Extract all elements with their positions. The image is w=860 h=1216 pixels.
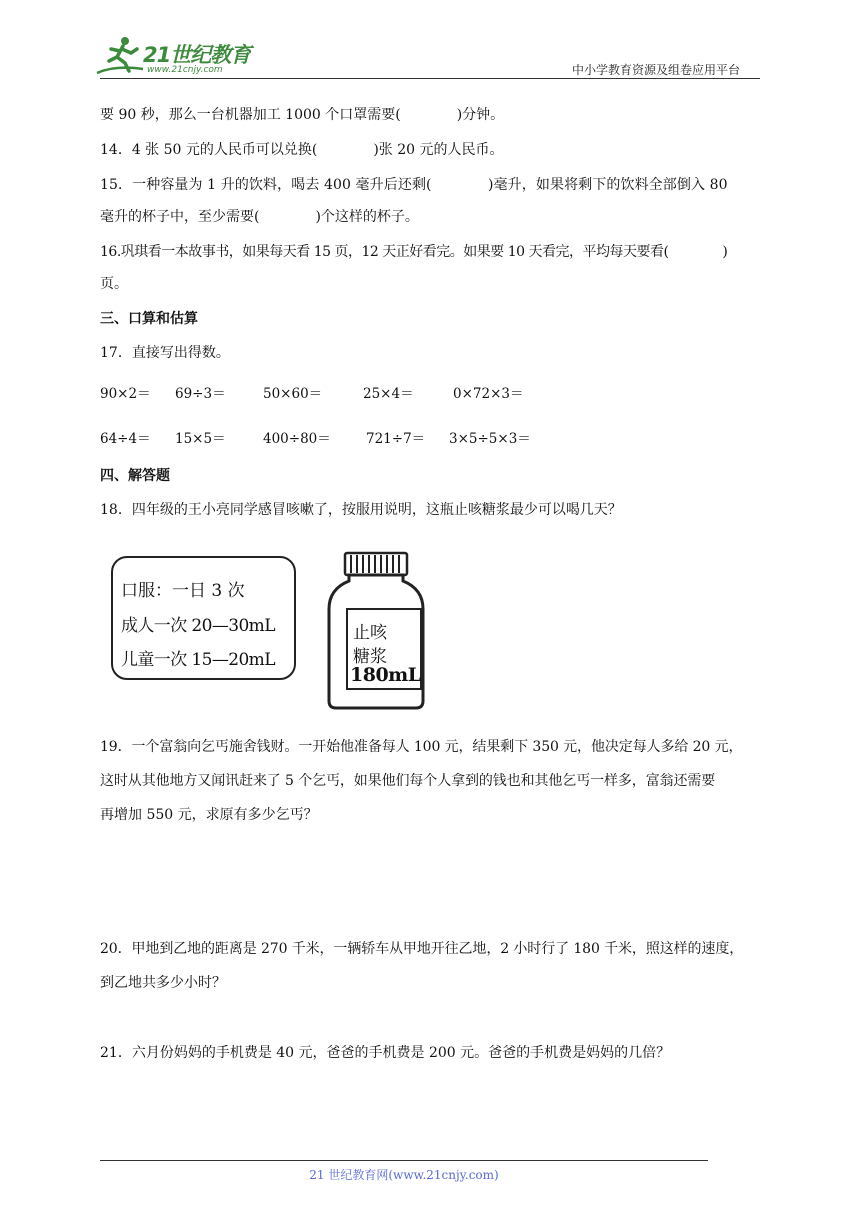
calc-item: 50×60＝ bbox=[263, 386, 323, 402]
calc-item: 3×5÷5×3＝ bbox=[449, 431, 531, 447]
q13-continuation: 要 90 秒，那么一台机器加工 1000 个口罩需要( )分钟。 bbox=[100, 107, 505, 123]
logo-main-text: 21世纪教育 bbox=[143, 43, 251, 67]
calc-item: 15×5＝ bbox=[175, 431, 226, 447]
q20-line2: 到乙地共多少小时？ bbox=[100, 975, 226, 991]
q16-line1: 16.巩琪看一本故事书，如果每天看 15 页，12 天正好看完。如果要 10 天看完，平均每天要看( ) bbox=[100, 244, 728, 260]
logo bbox=[95, 35, 265, 77]
calc-item: 64÷4＝ bbox=[100, 431, 151, 447]
q21: 21．六月份妈妈的手机费是 40 元，爸爸的手机费是 200 元。爸爸的手机费是妈妈的几倍？ bbox=[100, 1045, 671, 1061]
q16-line2: 页。 bbox=[100, 276, 128, 292]
footer-divider bbox=[100, 1160, 708, 1161]
q17: 17．直接写出得数。 bbox=[100, 345, 230, 361]
calc-item: 0×72×3＝ bbox=[453, 386, 524, 402]
q20-line1: 20．甲地到乙地的距离是 270 千米，一辆轿车从甲地开往乙地，2 小时行了 180 千米，照这样的速度， bbox=[100, 941, 744, 957]
header-divider bbox=[100, 78, 760, 79]
q19-line2: 这时从其他地方又闻讯赶来了 5 个乞丐，如果他们每个人拿到的钱也和其他乞丐一样多，富翁还需要 bbox=[100, 773, 716, 789]
calc-item: 721÷7＝ bbox=[366, 431, 426, 447]
q14: 14．4 张 50 元的人民币可以兑换( )张 20 元的人民币。 bbox=[100, 142, 504, 158]
q19-line3: 再增加 550 元，求原有多少乞丐？ bbox=[100, 807, 318, 823]
bottle-label-line-2: 糖浆 bbox=[353, 647, 387, 667]
bottle-label-line-1: 止咳 bbox=[353, 623, 387, 643]
bottle-volume: 180mL bbox=[350, 664, 421, 686]
q18: 18．四年级的王小亮同学感冒咳嗽了，按服用说明，这瓶止咳糖浆最少可以喝几天？ bbox=[100, 502, 622, 518]
q15-line2: 毫升的杯子中，至少需要( )个这样的杯子。 bbox=[100, 209, 419, 225]
calc-item: 90×2＝ bbox=[100, 386, 151, 402]
dosage-line-1: 口服：一日 3 次 bbox=[121, 581, 245, 601]
q15-line1: 15．一种容量为 1 升的饮料，喝去 400 毫升后还剩( )毫升，如果将剩下的饮料全部倒入 80 bbox=[100, 177, 728, 193]
calc-item: 400÷80＝ bbox=[263, 431, 331, 447]
q19-line1: 19．一个富翁向乞丐施舍钱财。一开始他准备每人 100 元，结果剩下 350 元，他决定每人多给 20 元， bbox=[100, 739, 743, 755]
section-4-heading: 四、解答题 bbox=[100, 468, 170, 484]
dosage-line-3: 儿童一次 15—20mL bbox=[121, 650, 275, 670]
calc-item: 25×4＝ bbox=[363, 386, 414, 402]
dosage-instructions-box bbox=[111, 556, 296, 680]
footer-text: 21 世纪教育网(www.21cnjy.com) bbox=[309, 1168, 499, 1182]
dosage-line-2: 成人一次 20—30mL bbox=[121, 616, 275, 636]
platform-name: 中小学教育资源及组卷应用平台 bbox=[572, 63, 741, 77]
runner-logo-icon bbox=[95, 35, 147, 77]
calc-item: 69÷3＝ bbox=[175, 386, 226, 402]
syrup-bottle bbox=[327, 551, 425, 711]
section-3-heading: 三、口算和估算 bbox=[100, 311, 198, 327]
logo-url-text: www.21cnjy.com bbox=[147, 65, 223, 75]
